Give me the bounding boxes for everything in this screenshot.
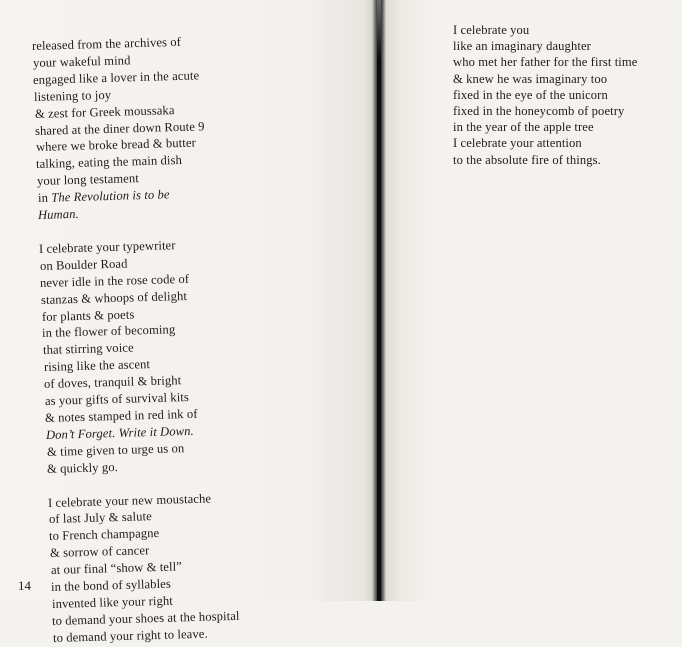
book-spine bbox=[377, 0, 381, 601]
poem-line: of last July & salute bbox=[48, 509, 152, 527]
poem-line: Human. bbox=[38, 206, 80, 222]
poem-line: & knew he was imaginary too bbox=[453, 71, 608, 86]
right-page bbox=[380, 0, 682, 601]
poem-line: & sorrow of cancer bbox=[49, 543, 150, 561]
poem-line: stanzas & whoops of delight bbox=[40, 288, 188, 307]
poem-line: invented like your right bbox=[51, 593, 173, 611]
poem-line: like an imaginary daughter bbox=[453, 39, 591, 54]
poem-line: & quickly go. bbox=[47, 459, 119, 476]
poem-line: shared at the diner down Route 9 bbox=[34, 118, 205, 138]
poem-line: that stirring voice bbox=[42, 340, 134, 358]
poem-line: rising like the ascent bbox=[43, 357, 150, 375]
poem-line: & zest for Greek moussaka bbox=[34, 102, 175, 121]
page-number: 14 bbox=[18, 578, 31, 593]
poem-line: to French champagne bbox=[49, 526, 160, 544]
poem-line: never idle in the rose code of bbox=[40, 271, 190, 290]
poem-line: Don’t Forget. Write it Down. bbox=[45, 423, 195, 442]
poem-line: fixed in the honeycomb of poetry bbox=[453, 104, 625, 118]
book-title: The Revolution is to be bbox=[50, 187, 170, 205]
poem-line: I celebrate you bbox=[453, 23, 530, 37]
poem-line: in the flower of becoming bbox=[42, 322, 176, 341]
poem-line: who met her father for the first time bbox=[453, 55, 638, 70]
poem-line: where we broke bread & butter bbox=[35, 135, 196, 155]
book-spine-top bbox=[377, 0, 381, 60]
poem-line: fixed in the eye of the unicorn bbox=[453, 87, 608, 102]
poem-line: at our final “show & tell” bbox=[50, 559, 182, 578]
poem-line: I celebrate your new moustache bbox=[47, 490, 212, 510]
poem-line: & time given to urge us on bbox=[46, 440, 185, 459]
poem-line: to the absolute fire of things. bbox=[453, 152, 601, 167]
poem-line: talking, eating the main dish bbox=[36, 153, 183, 172]
poem-line: in the bond of syllables bbox=[50, 576, 172, 594]
poem-line: listening to joy bbox=[33, 87, 112, 104]
poem-line: as your gifts of survival kits bbox=[44, 389, 189, 408]
poem-line: in The Revolution is to be bbox=[37, 187, 170, 206]
poem-line: on Boulder Road bbox=[39, 256, 128, 273]
poem-line: to demand your right to leave. bbox=[52, 626, 209, 645]
poem-line: to demand your shoes at the hospital bbox=[52, 608, 241, 628]
poem-line: I celebrate your typewriter bbox=[38, 238, 176, 256]
poem-line: & notes stamped in red ink of bbox=[45, 406, 199, 425]
poem-line: for plants & poets bbox=[41, 306, 135, 324]
poem-line: of doves, tranquil & bright bbox=[43, 373, 182, 392]
poem-line: released from the archives of bbox=[31, 34, 182, 53]
poem-line: your wakeful mind bbox=[32, 53, 131, 70]
poem-line: engaged like a lover in the acute bbox=[33, 68, 200, 87]
poem-line: your long testament bbox=[36, 171, 140, 189]
poem-line: in the year of the apple tree bbox=[453, 120, 594, 135]
poem-line: I celebrate your attention bbox=[453, 136, 582, 151]
